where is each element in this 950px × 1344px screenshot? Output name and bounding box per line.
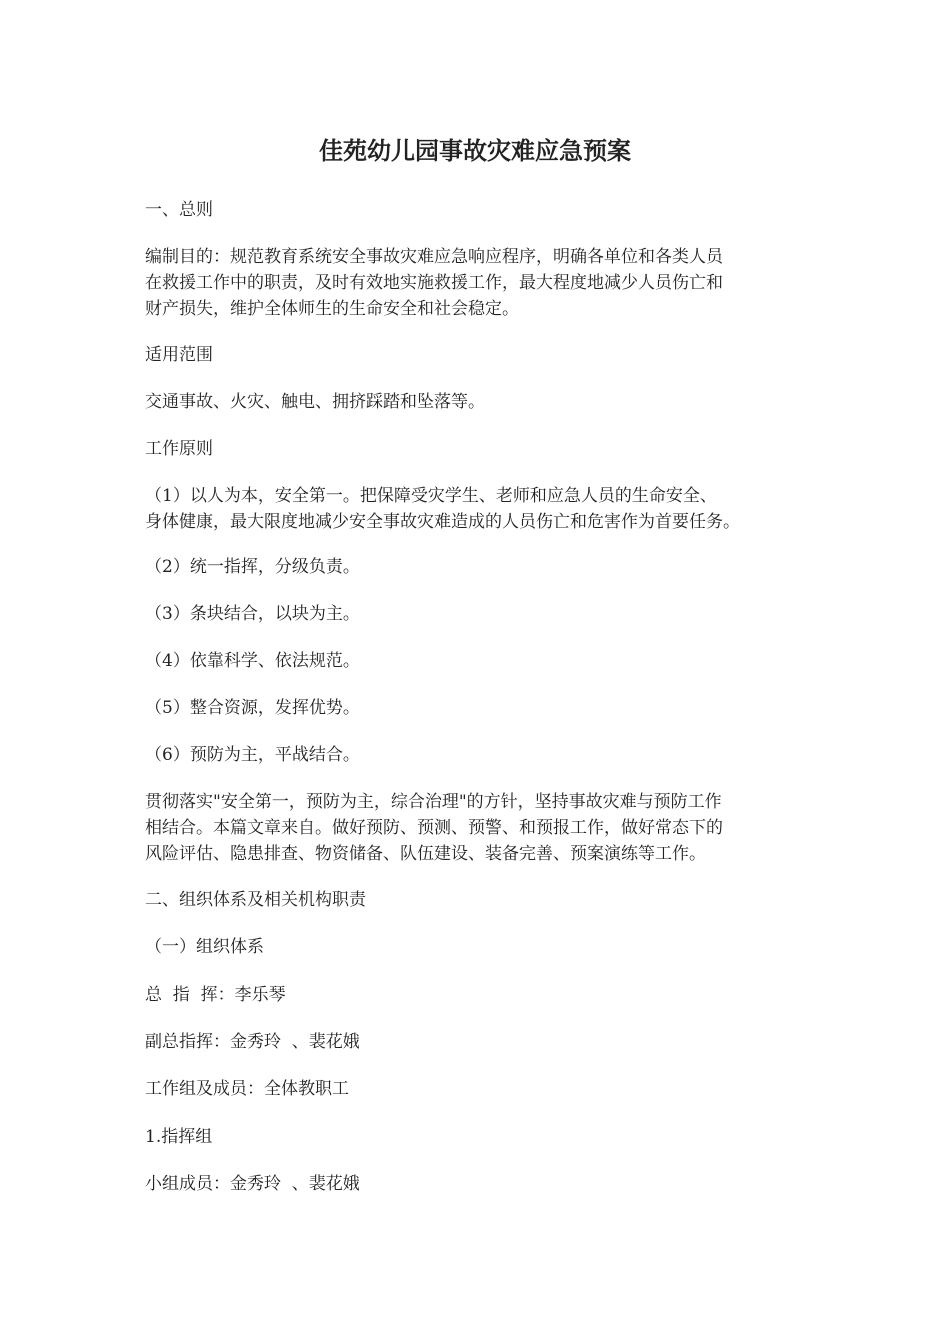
command-group-heading: 1.指挥组 (145, 1127, 213, 1147)
purpose-line: 编制目的：规范教育系统安全事故灾难应急响应程序，明确各单位和各类人员 (145, 247, 723, 267)
principle-6: （6）预防为主，平战结合。 (145, 745, 360, 765)
scope-text: 交通事故、火灾、触电、拥挤踩踏和坠落等。 (145, 392, 485, 412)
deputy-commander: 副总指挥：金秀玲 、裴花娥 (145, 1032, 360, 1052)
document-title: 佳苑幼儿园事故灾难应急预案 (319, 136, 631, 165)
principle-1-line: 身体健康，最大限度地减少安全事故灾难造成的人员伤亡和危害作为首要任务。 (145, 512, 740, 532)
principle-3: （3）条块结合，以块为主。 (145, 604, 360, 624)
principle-4: （4）依靠科学、依法规范。 (145, 651, 360, 671)
purpose-line: 在救援工作中的职责，及时有效地实施救援工作，最大程度地减少人员伤亡和 (145, 273, 723, 293)
principle-1-paragraph (145, 483, 810, 535)
policy-line: 相结合。本篇文章来自。做好预防、预测、预警、和预报工作，做好常态下的 (145, 818, 723, 838)
commander: 总 指 挥：李乐琴 (145, 985, 286, 1005)
principle-1-line: （1）以人为本，安全第一。把保障受灾学生、老师和应急人员的生命安全、 (145, 486, 717, 506)
org-heading: 二、组织体系及相关机构职责 (145, 890, 366, 910)
purpose-paragraph (145, 244, 810, 322)
work-group: 工作组及成员：全体教职工 (145, 1079, 349, 1099)
policy-paragraph (145, 789, 810, 867)
principle-2: （2）统一指挥，分级负责。 (145, 557, 360, 577)
purpose-line: 财产损失，维护全体师生的生命安全和社会稳定。 (145, 299, 519, 319)
principle-5: （5）整合资源，发挥优势。 (145, 698, 360, 718)
policy-line: 贯彻落实"安全第一，预防为主，综合治理"的方针，坚持事故灾难与预防工作 (145, 792, 722, 812)
scope-heading: 适用范围 (145, 345, 213, 365)
policy-line: 风险评估、隐患排查、物资储备、队伍建设、装备完善、预案演练等工作。 (145, 844, 706, 864)
command-group-members: 小组成员：金秀玲 、裴花娥 (145, 1174, 360, 1194)
general-heading: 一、总则 (145, 200, 213, 220)
principles-heading: 工作原则 (145, 439, 213, 459)
org-sub-heading: （一）组织体系 (145, 937, 264, 957)
